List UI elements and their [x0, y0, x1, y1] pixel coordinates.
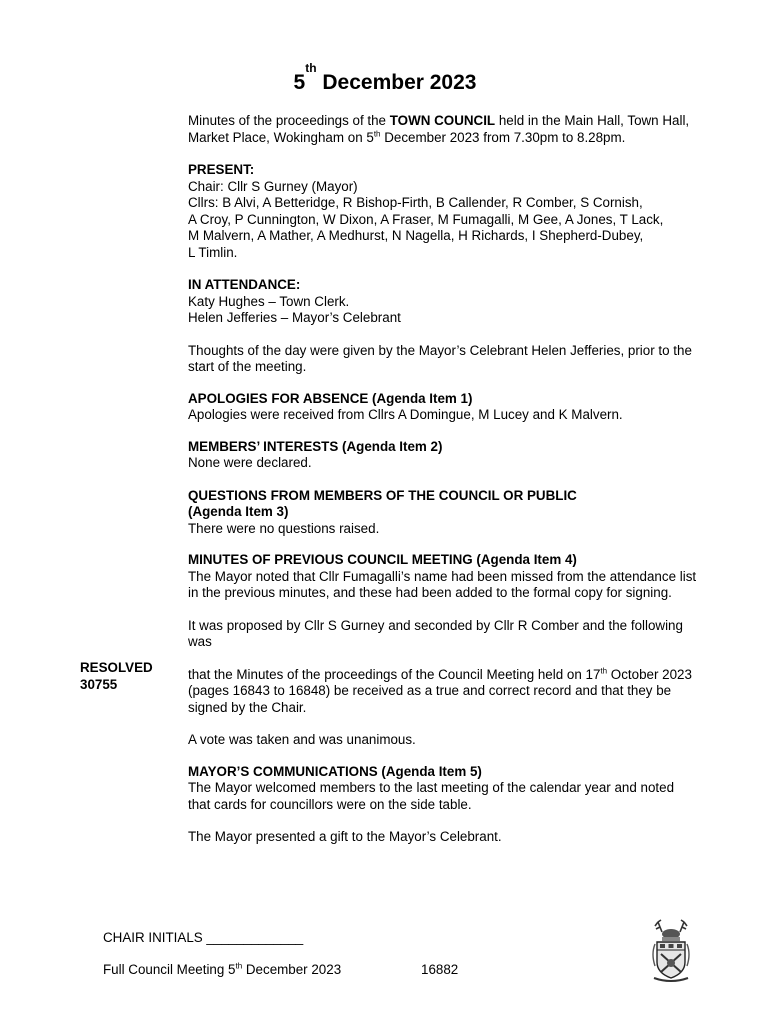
- attendance-line-1: Katy Hughes – Town Clerk.: [188, 293, 350, 309]
- intro-bold: TOWN COUNCIL: [389, 113, 496, 128]
- title-day: 5: [293, 71, 306, 94]
- resolved-label: RESOLVED: [80, 660, 153, 675]
- present-line-1: Cllrs: B Alvi, A Betteridge, R Bishop-Firth, B Callender, R Comber, S Cornish,: [188, 195, 643, 210]
- thoughts-paragraph: Thoughts of the day were given by the Mayor’s Celebrant Helen Jefferies, prior to the start of the meeting.: [188, 342, 692, 374]
- apologies-text: Apologies were received from Cllrs A Domingue, M Lucey and K Malvern.: [188, 407, 623, 422]
- resolution-sup: th: [600, 666, 608, 676]
- questions-heading-1: QUESTIONS FROM MEMBERS OF THE COUNCIL OR PUBLIC: [188, 487, 577, 503]
- questions-heading-2: (Agenda Item 3): [188, 504, 289, 519]
- present-heading: PRESENT:: [188, 162, 255, 177]
- page-title: [0, 61, 770, 96]
- mayor-text-1: The Mayor welcomed members to the last meeting of the calendar year and noted that cards for councillors were on the side table.: [188, 780, 675, 812]
- attendance-line-2: Helen Jefferies – Mayor’s Celebrant: [188, 310, 401, 325]
- interests-text: None were declared.: [188, 455, 312, 470]
- footer-meeting-pre: Full Council Meeting 5: [103, 962, 236, 977]
- intro-mid: held in the Main Hall, Town Hall, Market Place, Wokingham on 5: [188, 113, 690, 145]
- resolved-number: 30755: [80, 677, 118, 692]
- mayor-heading: MAYOR’S COMMUNICATIONS (Agenda Item 5): [188, 763, 482, 779]
- minutes-heading: MINUTES OF PREVIOUS COUNCIL MEETING (Agenda Item 4): [188, 552, 577, 567]
- chair-initials: CHAIR INITIALS _____________: [103, 930, 304, 945]
- resolution-post: October 2023 (pages 16843 to 16848) be received as a true and correct record and that they be signed by the Chair.: [188, 666, 692, 715]
- intro-post: December 2023 from 7.30pm to 8.28pm.: [380, 129, 626, 145]
- page-number: 16882: [421, 962, 459, 977]
- resolved-marker: [80, 659, 153, 693]
- present-line-3: M Malvern, A Mather, A Medhurst, N Nagella, H Richards, I Shepherd-Dubey,: [188, 228, 644, 243]
- intro-pre: Minutes of the proceedings of the: [188, 113, 390, 128]
- resolution-pre: that the Minutes of the proceedings of the Council Meeting held on 17: [188, 666, 601, 682]
- intro-sup: th: [373, 129, 381, 139]
- minutes-resolution: [188, 667, 698, 717]
- apologies-heading: APOLOGIES FOR ABSENCE (Agenda Item 1): [188, 390, 473, 406]
- footer-meeting: [103, 962, 341, 979]
- town-crest-icon: [648, 918, 694, 982]
- present-chair: Chair: Cllr S Gurney (Mayor): [188, 178, 358, 194]
- present-line-4: L Timlin.: [188, 244, 238, 260]
- intro-paragraph: [188, 113, 698, 146]
- footer-meeting-post: December 2023: [242, 962, 342, 977]
- present-line-2: A Croy, P Cunnington, W Dixon, A Fraser, M Fumagalli, M Gee, A Jones, T Lack,: [188, 211, 664, 227]
- title-rest: December 2023: [316, 71, 477, 94]
- minutes-body: [188, 113, 698, 846]
- mayor-text-2: The Mayor presented a gift to the Mayor’s Celebrant.: [188, 829, 502, 844]
- questions-text: There were no questions raised.: [188, 520, 380, 536]
- minutes-proposal: It was proposed by Cllr S Gurney and seconded by Cllr R Comber and the following was: [188, 617, 683, 649]
- minutes-vote: A vote was taken and was unanimous.: [188, 732, 416, 747]
- interests-heading: MEMBERS’ INTERESTS (Agenda Item 2): [188, 438, 443, 454]
- minutes-text: The Mayor noted that Cllr Fumagalli’s name had been missed from the attendance list in the previous minutes, and these had been added to the formal copy for signing.: [188, 568, 697, 600]
- title-suffix: th: [305, 61, 317, 75]
- attendance-heading: IN ATTENDANCE:: [188, 277, 301, 292]
- footer-meeting-sup: th: [235, 961, 243, 971]
